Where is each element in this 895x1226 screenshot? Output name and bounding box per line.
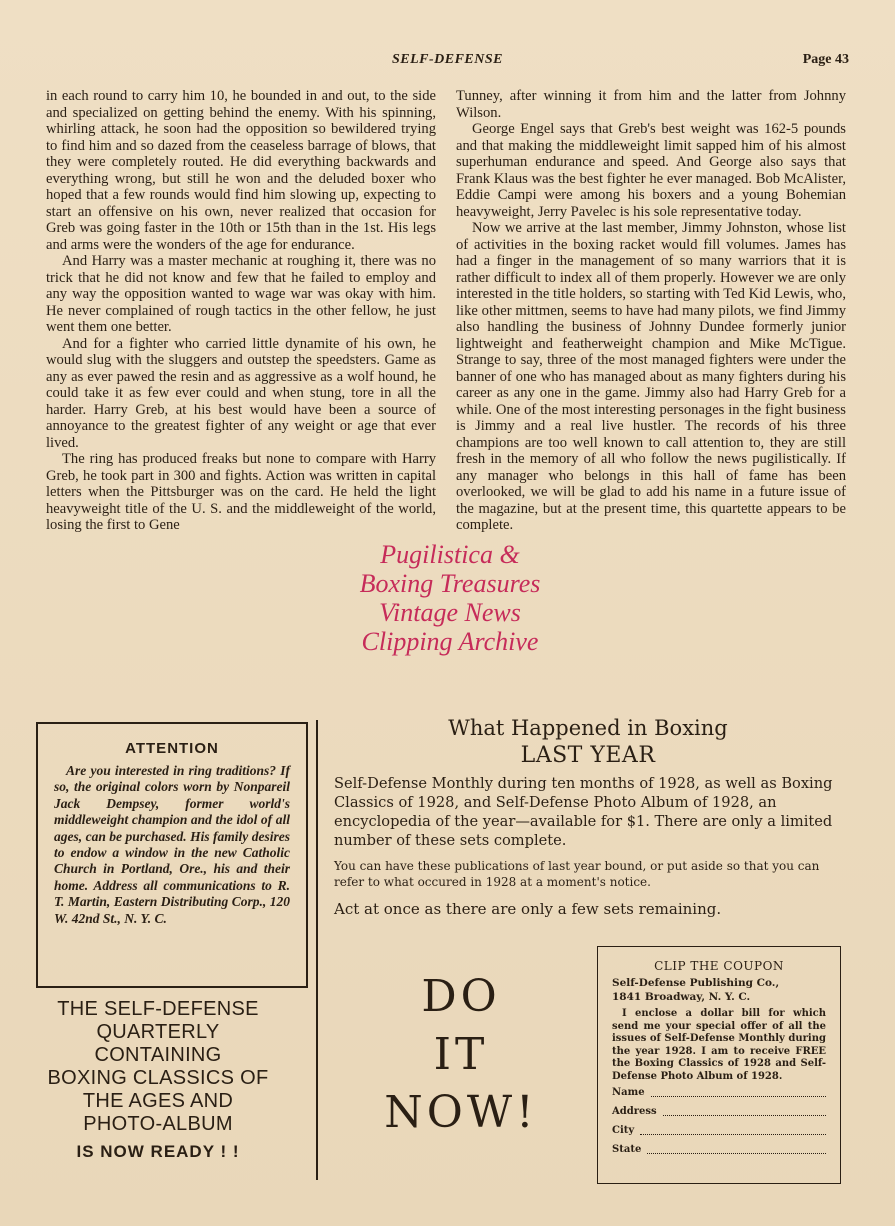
quarterly-line: CONTAINING [94,1044,222,1066]
article-left-column [46,88,436,534]
coupon-field-address[interactable] [612,1102,826,1121]
running-head [0,52,895,72]
order-coupon [597,946,841,1184]
watermark-line: Clipping Archive [361,627,539,656]
coupon-publisher: Self-Defense Publishing Co., [612,977,780,989]
field-line [640,1121,826,1135]
coupon-body: I enclose a dollar bill for which send me your special offer of all the issues of Self-Defense Monthly during the year 1928. I am to receive FREE the Boxing Classics of 1928 and Self-Defense Photo Album of 1928. [612,1008,826,1082]
article-paragraph: Now we arrive at the last member, Jimmy Johnston, whose list of activities in the boxing racket would fill volumes. James has had a finger in the management of so many warriors that it is rather difficult to index all of them properly. However we are only interested in the title holders, so starting with Ted Kid Lewis, who, like other mittmen, seems to have had many pilots, we find Jimmy also handling the business of Johnny Dundee formerly junior lightweight and featherweight champion and Mike McTigue. Strange to say, three of the most managed fighters were under the banner of one who has managed about as many fighters during his career as any one in the game. Jimmy also had Harry Greb for a while. One of the most interesting personages in the fight business is Jimmy and a real live hustler. The records of his three champions are too well known to call attention to, they are still fresh in the memory of all who follow the news pugilistically. If any manager who belongs in this hall of fame has been overlooked, we will be glad to add his name in a future issue of the magazine, but at the present time, this quartette appears to be complete. [456,220,846,533]
field-label: Address [612,1106,657,1117]
quarterly-line: QUARTERLY [96,1021,220,1043]
coupon-field-name[interactable] [612,1083,826,1102]
magazine-title: SELF-DEFENSE [391,52,504,67]
field-label: City [612,1125,635,1136]
coupon-address: 1841 Broadway, N. Y. C. [612,991,751,1003]
article-paragraph: And for a fighter who carried little dynamite of his own, he would slug with the sluggers and outstep the speedsters. Game as any as ever pawed the resin and as aggressive as a wolf hound, he could take it as few ever could and when stung, tore in all the harder. Harry Greb, at his best would have been a source of annoyance to the greatest fighter of any weight or age that ever lived. [46,335,436,451]
article-right-column [456,88,846,534]
field-line [663,1102,826,1116]
offer-body: Self-Defense Monthly during ten months of 1928, as well as Boxing Classics of 1928, and Self-Defense Photo Album of 1928, an encyclopedia of the year—available for $1. There are only a limited number of these sets complete. [334,775,833,849]
quarterly-line: THE SELF-DEFENSE [57,998,259,1020]
attention-body: Are you interested in ring traditions? If so, the original colors worn by Nonpareil Jack Dempsey, former world's middleweight champion and the idol of all ages, can be purchased. His family desires to endow a window in the new Catholic Church in Portland, Ore., his and their home. Address all communications to R. T. Martin, Eastern Distributing Corp., 120 W. 42nd St., N. Y. C. [54,763,290,926]
article-paragraph: And Harry was a master mechanic at roughing it, there was no trick that he did not know and few that he failed to employ and any way the opposition wanted to wage war was okay with him. He never complained of rough tactics in the other fellow, he just went them one better. [46,253,436,335]
watermark-line: Pugilistica & [380,540,520,569]
do-it-now [346,968,576,1142]
offer-ad [334,714,842,918]
quarterly-ad [26,998,290,1162]
page-number: Page 43 [802,52,849,67]
column-divider [316,720,318,1180]
quarterly-ready: IS NOW READY ! ! [76,1142,240,1161]
offer-heading: What Happened in Boxing [448,716,728,740]
archive-watermark [330,540,570,656]
article-paragraph: George Engel says that Greb's best weight was 162-5 pounds and that making the middleweight limit sapped him of his almost superhuman endurance and speed. And George also says that Frank Klaus was the best fighter he ever managed. Bob McAlister, Eddie Campi were among his boxers and a young Bohemian heavyweight, Jerry Pavelec is his sole representative today. [456,121,846,220]
article-paragraph: The ring has produced freaks but none to compare with Harry Greb, he took part in 300 and fights. Action was written in capital letters when the Pittsburger was on the card. He held the light heavyweight title of the U. S. and the middleweight of the world, losing the first to Gene [46,451,436,533]
offer-subheading: LAST YEAR [520,743,656,768]
field-line [647,1140,826,1154]
field-label: State [612,1144,642,1155]
watermark-line: Boxing Treasures [359,569,541,598]
field-line [651,1083,826,1097]
do-it-now-line: DO [421,971,501,1022]
field-label: Name [612,1087,645,1098]
do-it-now-line: NOW! [384,1087,538,1138]
attention-box [36,722,308,988]
offer-act: Act at once as there are only a few sets remaining. [334,900,722,918]
quarterly-line: THE AGES AND [82,1090,234,1112]
offer-note: You can have these publications of last year bound, or put aside so that you can refer to what occured in 1928 at a moment's notice. [334,859,820,889]
quarterly-line: PHOTO-ALBUM [83,1113,233,1135]
coupon-title: CLIP THE COUPON [654,959,784,973]
coupon-field-city[interactable] [612,1121,826,1140]
do-it-now-line: IT [433,1029,489,1080]
attention-title: ATTENTION [125,740,219,757]
coupon-field-state[interactable] [612,1140,826,1159]
quarterly-line: BOXING CLASSICS OF [47,1067,269,1089]
article-paragraph: Tunney, after winning it from him and the latter from Johnny Wilson. [456,88,846,121]
article-paragraph: in each round to carry him 10, he bounded in and out, to the side and specialized on getting behind the enemy. With his spinning, whirling attack, he soon had the opposition so bewildered trying to find him and so dazed from the ceaseless barrage of blows, that they were completely routed. He did everything backwards and everything wrong, but still he won and the deluded boxer who hoped that a few rounds would find him slowing up, expecting to start an offensive on his own, never realized that occasion for Greb was going faster in the 10th or 15th than in the 1st. His legs and arms were the wonders of the age for endurance. [46,88,436,253]
watermark-line: Vintage News [379,598,521,627]
